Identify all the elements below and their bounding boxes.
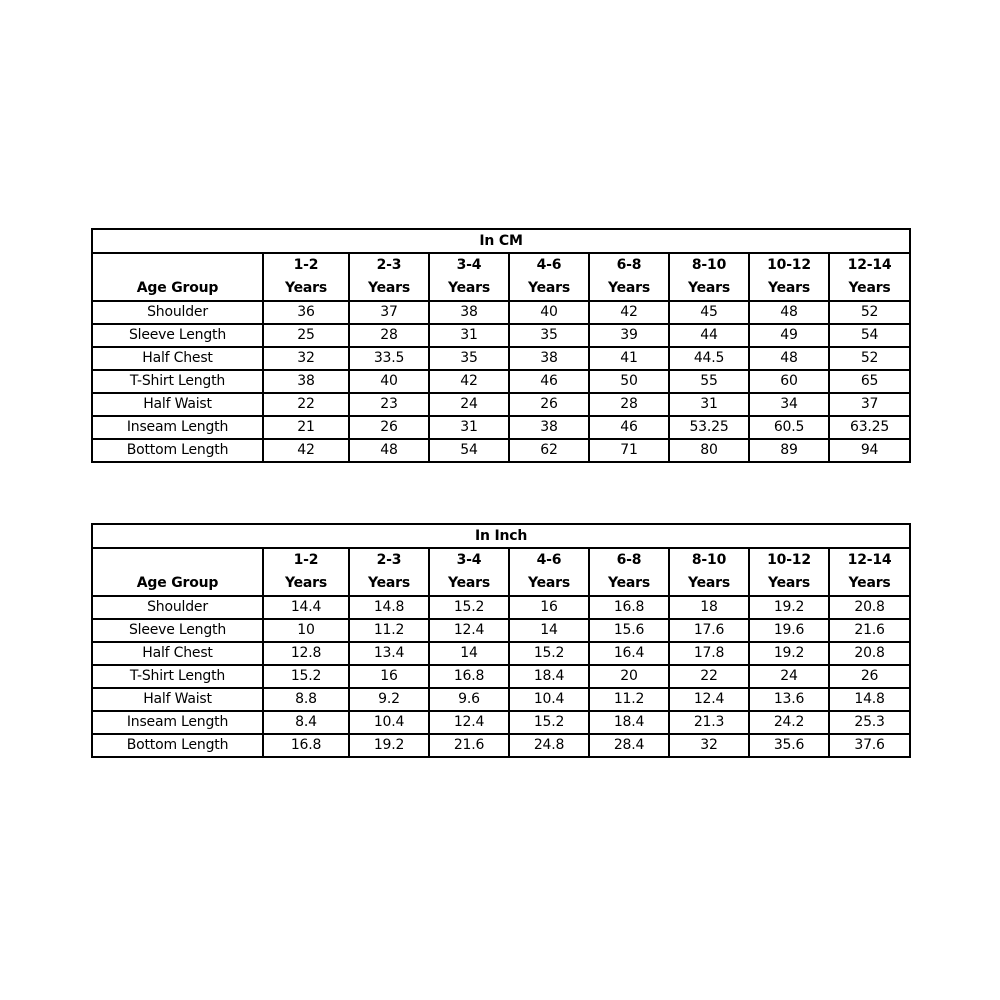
age-range: 3-4 — [456, 257, 482, 273]
table-cell: 80 — [669, 439, 749, 462]
age-unit: Years — [447, 575, 491, 591]
age-column-header — [263, 253, 349, 301]
table-row — [92, 688, 910, 711]
table-cell: 14 — [429, 642, 509, 665]
table-row — [92, 370, 910, 393]
table-cell: 54 — [829, 324, 910, 347]
table-cell: 12.4 — [429, 619, 509, 642]
table-cell: 16 — [349, 665, 429, 688]
age-range: 6-8 — [616, 552, 642, 568]
table-row — [92, 596, 910, 619]
table-cell: 39 — [589, 324, 669, 347]
table-cell: 26 — [349, 416, 429, 439]
table-cell: 52 — [829, 301, 910, 324]
table-cell: 26 — [829, 665, 910, 688]
table-cell: 20 — [589, 665, 669, 688]
table-cell: 34 — [749, 393, 829, 416]
row-label: Inseam Length — [92, 416, 263, 439]
table-cell: 24.2 — [749, 711, 829, 734]
table-cell: 37.6 — [829, 734, 910, 757]
age-range: 1-2 — [293, 552, 319, 568]
table-cell: 38 — [429, 301, 509, 324]
table-cell: 21 — [263, 416, 349, 439]
age-range: 10-12 — [767, 552, 811, 568]
age-column-header — [669, 253, 749, 301]
table-cell: 23 — [349, 393, 429, 416]
age-column-header — [749, 548, 829, 596]
age-column-header — [829, 253, 910, 301]
age-unit: Years — [848, 280, 891, 296]
age-unit: Years — [607, 280, 651, 296]
table-cell: 35 — [429, 347, 509, 370]
size-chart-inch-table — [91, 523, 911, 758]
row-label: Bottom Length — [92, 439, 263, 462]
age-header-row — [92, 253, 910, 301]
table-cell: 36 — [263, 301, 349, 324]
row-label: Bottom Length — [92, 734, 263, 757]
age-unit: Years — [767, 575, 811, 591]
age-column-header — [429, 548, 509, 596]
table-title-row — [92, 524, 910, 548]
row-label: T-Shirt Length — [92, 665, 263, 688]
age-column-header — [829, 548, 910, 596]
age-range: 8-10 — [691, 552, 727, 568]
table-cell: 60.5 — [749, 416, 829, 439]
table-cell: 11.2 — [589, 688, 669, 711]
table-cell: 48 — [749, 301, 829, 324]
table-cell: 22 — [669, 665, 749, 688]
table-cell: 14.8 — [829, 688, 910, 711]
table-cell: 19.6 — [749, 619, 829, 642]
table-row — [92, 301, 910, 324]
table-title: In Inch — [92, 524, 910, 548]
table-cell: 31 — [429, 416, 509, 439]
row-label: Half Waist — [92, 393, 263, 416]
table-row — [92, 642, 910, 665]
table-row — [92, 734, 910, 757]
table-cell: 48 — [349, 439, 429, 462]
table-row — [92, 439, 910, 462]
table-cell: 16.8 — [429, 665, 509, 688]
table-cell: 21.6 — [429, 734, 509, 757]
age-range: 6-8 — [616, 257, 642, 273]
table-row — [92, 665, 910, 688]
age-header-row — [92, 548, 910, 596]
table-row — [92, 619, 910, 642]
table-cell: 48 — [749, 347, 829, 370]
table-row — [92, 324, 910, 347]
table-cell: 54 — [429, 439, 509, 462]
table-cell: 46 — [589, 416, 669, 439]
age-column-header — [263, 548, 349, 596]
age-column-header — [509, 253, 589, 301]
age-range: 3-4 — [456, 552, 482, 568]
table-cell: 14.4 — [263, 596, 349, 619]
age-range: 12-14 — [847, 552, 892, 568]
table-cell: 22 — [263, 393, 349, 416]
table-cell: 17.8 — [669, 642, 749, 665]
table-cell: 52 — [829, 347, 910, 370]
table-cell: 9.2 — [349, 688, 429, 711]
table-cell: 24 — [429, 393, 509, 416]
age-column-header — [349, 253, 429, 301]
table-cell: 16.4 — [589, 642, 669, 665]
age-unit: Years — [527, 575, 571, 591]
table-cell: 53.25 — [669, 416, 749, 439]
table-cell: 15.6 — [589, 619, 669, 642]
table-row — [92, 416, 910, 439]
table-cell: 50 — [589, 370, 669, 393]
table-cell: 10.4 — [349, 711, 429, 734]
table-cell: 12.4 — [669, 688, 749, 711]
size-chart-cm-table — [91, 228, 911, 463]
table-cell: 15.2 — [509, 711, 589, 734]
table-cell: 26 — [509, 393, 589, 416]
table-cell: 10.4 — [509, 688, 589, 711]
table-cell: 94 — [829, 439, 910, 462]
table-cell: 19.2 — [749, 642, 829, 665]
table-cell: 42 — [263, 439, 349, 462]
age-range: 2-3 — [376, 552, 402, 568]
table-cell: 33.5 — [349, 347, 429, 370]
age-column-header — [429, 253, 509, 301]
table-cell: 14.8 — [349, 596, 429, 619]
row-label: Shoulder — [92, 596, 263, 619]
table-cell: 37 — [829, 393, 910, 416]
table-cell: 41 — [589, 347, 669, 370]
table-cell: 25 — [263, 324, 349, 347]
table-cell: 32 — [263, 347, 349, 370]
table-cell: 16 — [509, 596, 589, 619]
table-cell: 65 — [829, 370, 910, 393]
table-cell: 15.2 — [509, 642, 589, 665]
table-cell: 63.25 — [829, 416, 910, 439]
age-unit: Years — [848, 575, 891, 591]
table-cell: 16.8 — [589, 596, 669, 619]
age-range: 10-12 — [767, 257, 811, 273]
age-unit: Years — [284, 575, 328, 591]
age-unit: Years — [447, 280, 491, 296]
age-range: 4-6 — [536, 552, 562, 568]
table-cell: 28 — [349, 324, 429, 347]
age-unit: Years — [607, 575, 651, 591]
table-cell: 25.3 — [829, 711, 910, 734]
table-cell: 19.2 — [349, 734, 429, 757]
age-range: 8-10 — [691, 257, 727, 273]
table-cell: 28.4 — [589, 734, 669, 757]
table-cell: 32 — [669, 734, 749, 757]
table-cell: 35.6 — [749, 734, 829, 757]
age-unit: Years — [527, 280, 571, 296]
table-cell: 13.4 — [349, 642, 429, 665]
row-label: Half Waist — [92, 688, 263, 711]
table-cell: 28 — [589, 393, 669, 416]
table-cell: 18.4 — [509, 665, 589, 688]
age-unit: Years — [767, 280, 811, 296]
table-row — [92, 347, 910, 370]
table-cell: 38 — [509, 416, 589, 439]
table-cell: 40 — [349, 370, 429, 393]
table-cell: 14 — [509, 619, 589, 642]
table-cell: 10 — [263, 619, 349, 642]
age-range: 2-3 — [376, 257, 402, 273]
table-cell: 16.8 — [263, 734, 349, 757]
table-cell: 44.5 — [669, 347, 749, 370]
row-label: Sleeve Length — [92, 619, 263, 642]
table-cell: 71 — [589, 439, 669, 462]
row-label: Inseam Length — [92, 711, 263, 734]
table-cell: 20.8 — [829, 596, 910, 619]
age-column-header — [589, 253, 669, 301]
age-column-header — [669, 548, 749, 596]
age-unit: Years — [284, 280, 328, 296]
age-range: 1-2 — [293, 257, 319, 273]
table-row — [92, 711, 910, 734]
table-cell: 46 — [509, 370, 589, 393]
table-cell: 17.6 — [669, 619, 749, 642]
table-cell: 21.6 — [829, 619, 910, 642]
row-label: Half Chest — [92, 642, 263, 665]
table-cell: 38 — [509, 347, 589, 370]
table-cell: 9.6 — [429, 688, 509, 711]
table-cell: 24 — [749, 665, 829, 688]
table-cell: 8.8 — [263, 688, 349, 711]
table-cell: 62 — [509, 439, 589, 462]
age-column-header — [749, 253, 829, 301]
table-cell: 15.2 — [263, 665, 349, 688]
table-row — [92, 393, 910, 416]
age-unit: Years — [687, 575, 731, 591]
table-title-row — [92, 229, 910, 253]
age-unit: Years — [367, 280, 411, 296]
table-cell: 44 — [669, 324, 749, 347]
table-cell: 55 — [669, 370, 749, 393]
table-cell: 42 — [429, 370, 509, 393]
table-cell: 11.2 — [349, 619, 429, 642]
table-cell: 49 — [749, 324, 829, 347]
table-cell: 38 — [263, 370, 349, 393]
table-cell: 15.2 — [429, 596, 509, 619]
table-cell: 21.3 — [669, 711, 749, 734]
table-cell: 45 — [669, 301, 749, 324]
table-cell: 13.6 — [749, 688, 829, 711]
table-cell: 89 — [749, 439, 829, 462]
table-cell: 20.8 — [829, 642, 910, 665]
table-cell: 8.4 — [263, 711, 349, 734]
age-column-header — [349, 548, 429, 596]
age-range: 4-6 — [536, 257, 562, 273]
age-range: 12-14 — [847, 257, 892, 273]
table-cell: 19.2 — [749, 596, 829, 619]
age-column-header — [509, 548, 589, 596]
table-cell: 35 — [509, 324, 589, 347]
row-label: T-Shirt Length — [92, 370, 263, 393]
table-cell: 40 — [509, 301, 589, 324]
age-group-label: Age Group — [92, 253, 263, 301]
table-cell: 37 — [349, 301, 429, 324]
table-cell: 42 — [589, 301, 669, 324]
age-column-header — [589, 548, 669, 596]
table-cell: 31 — [429, 324, 509, 347]
table-cell: 12.8 — [263, 642, 349, 665]
table-cell: 18 — [669, 596, 749, 619]
table-cell: 31 — [669, 393, 749, 416]
table-cell: 18.4 — [589, 711, 669, 734]
age-unit: Years — [367, 575, 411, 591]
row-label: Sleeve Length — [92, 324, 263, 347]
table-title: In CM — [92, 229, 910, 253]
table-cell: 24.8 — [509, 734, 589, 757]
table-cell: 12.4 — [429, 711, 509, 734]
row-label: Half Chest — [92, 347, 263, 370]
table-cell: 60 — [749, 370, 829, 393]
age-group-label: Age Group — [92, 548, 263, 596]
age-unit: Years — [687, 280, 731, 296]
row-label: Shoulder — [92, 301, 263, 324]
